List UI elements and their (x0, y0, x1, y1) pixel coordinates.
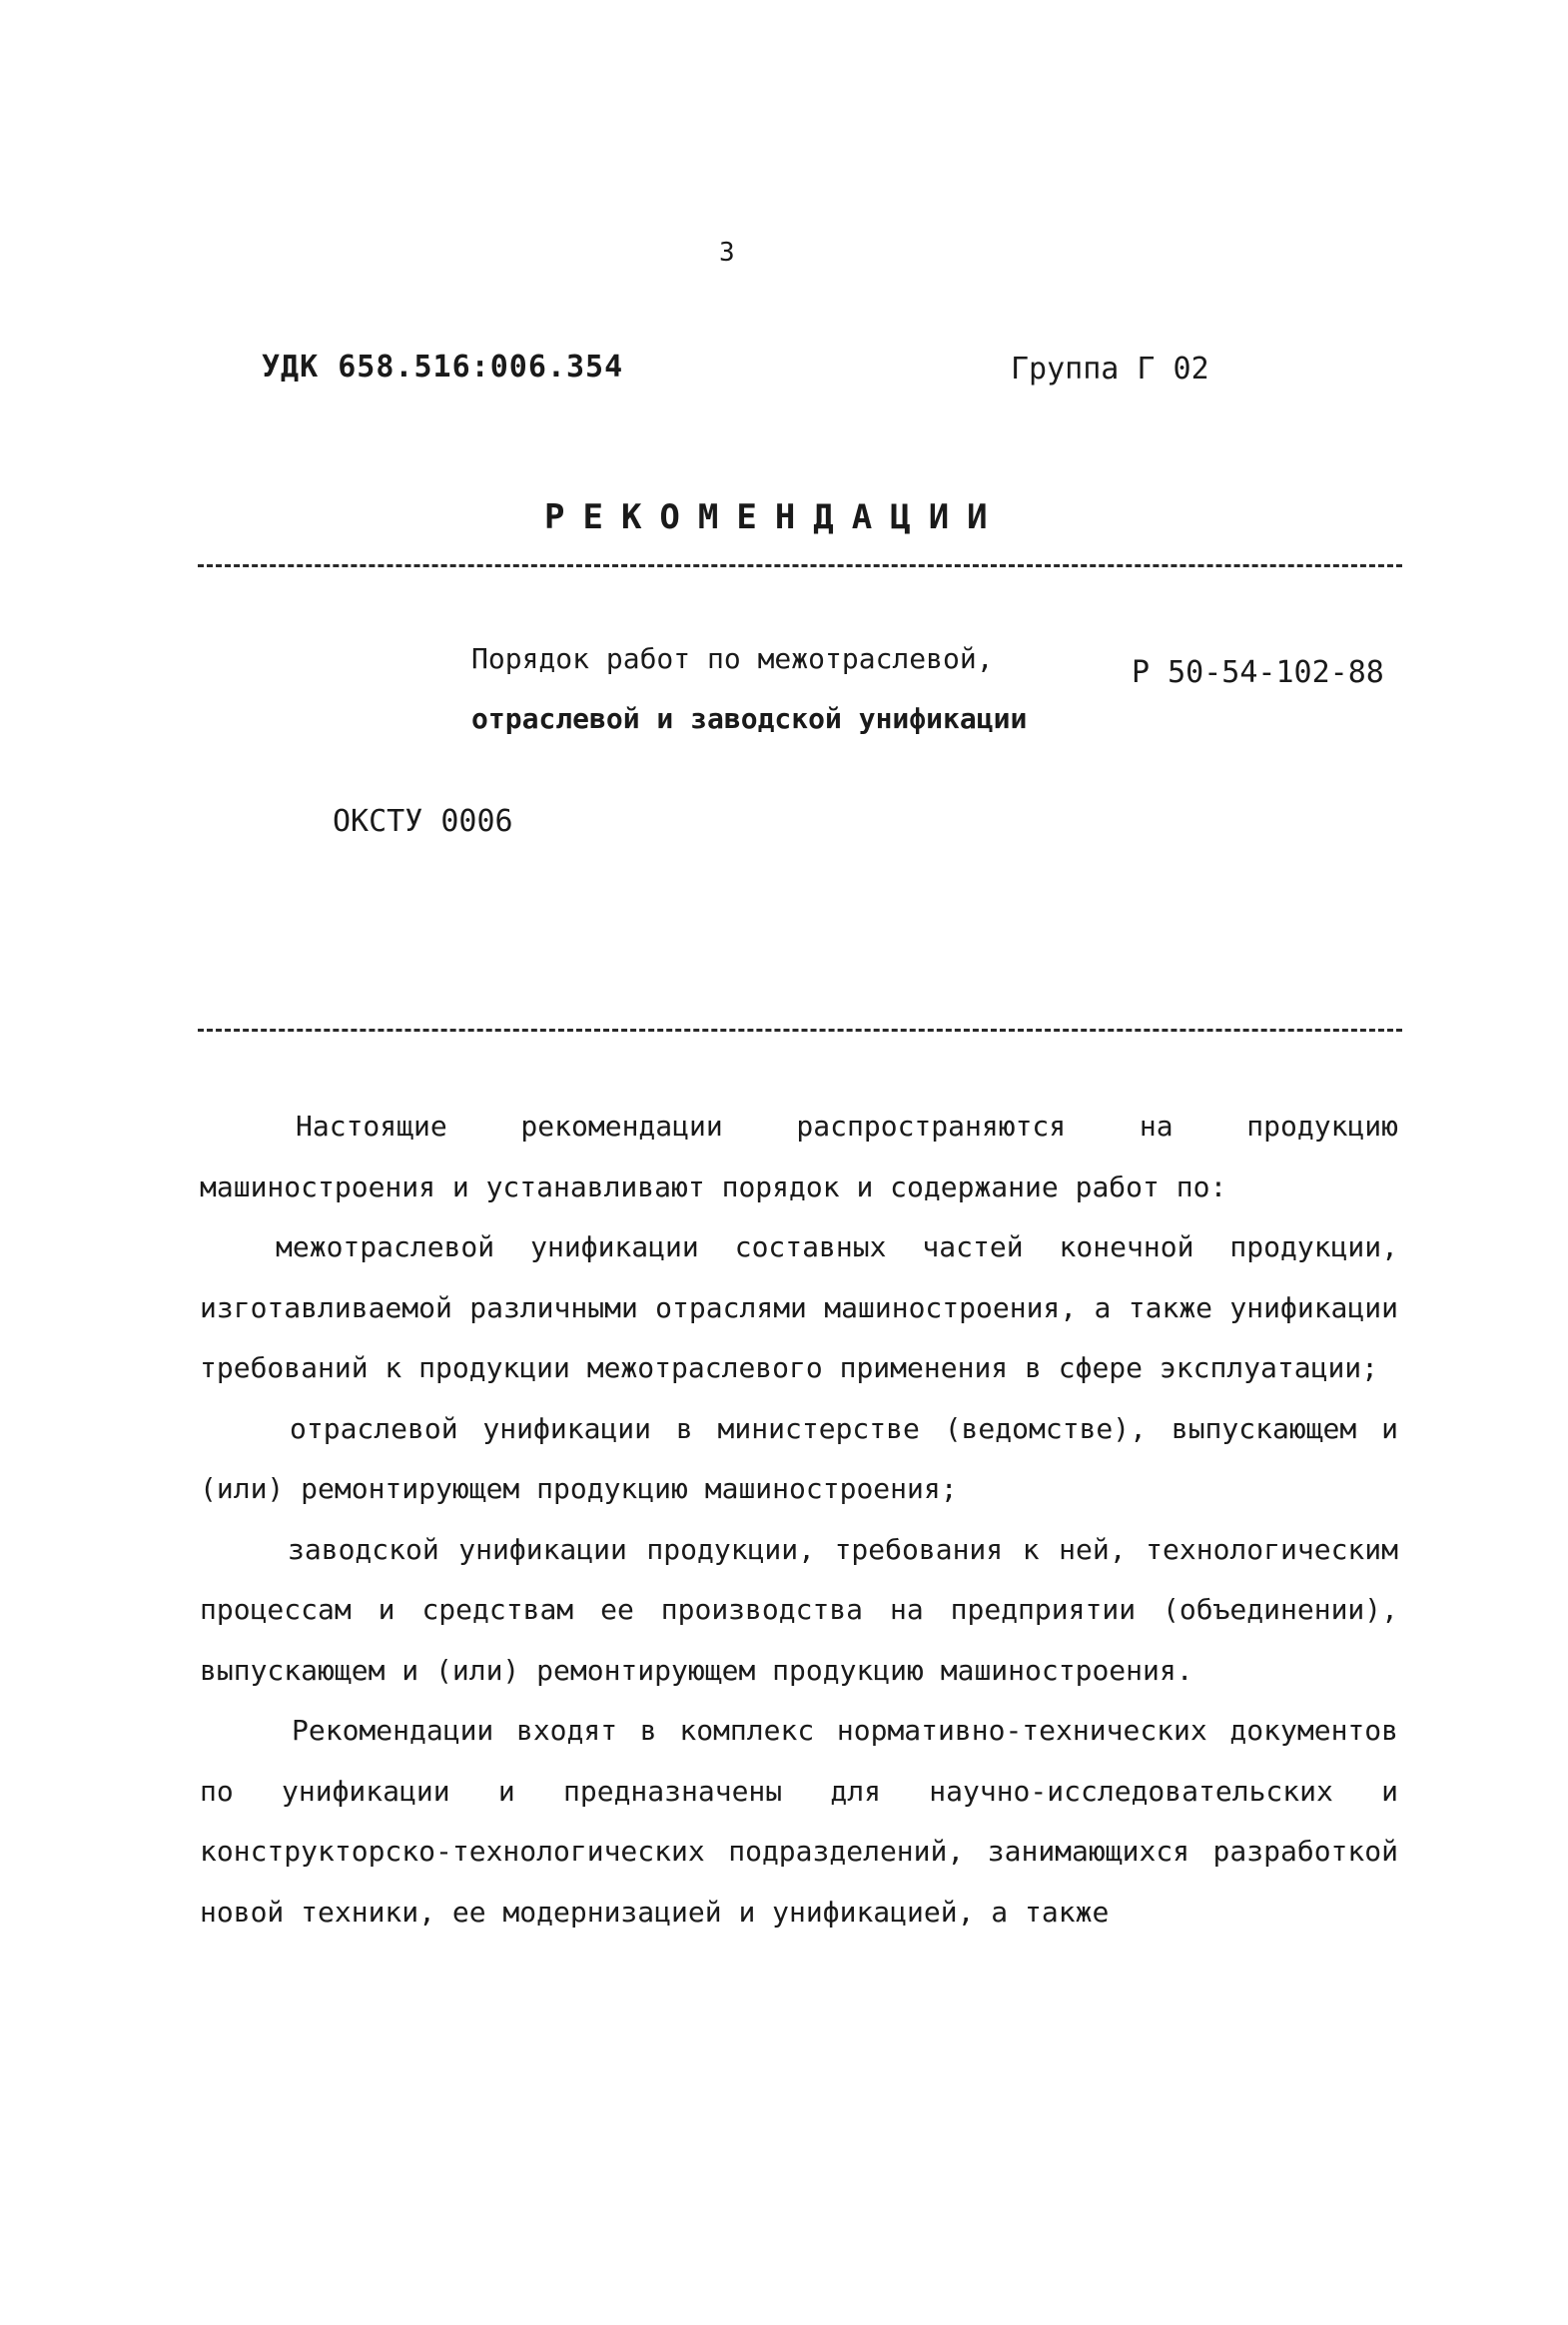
paragraph-intro: Настоящие рекомендации распространяются на продукцию машиностроения и устанавливают порядок и содержание работ по: (200, 1110, 1398, 1203)
document-code: Р 50-54-102-88 (1132, 655, 1384, 690)
document-title (471, 629, 1027, 749)
udk-code: УДК 658.516:006.354 (262, 350, 624, 385)
document-type-heading: РЕКОМЕНДАЦИИ (544, 497, 1006, 537)
paragraph-interindustry: межотраслевой унификации составных частей конечной продукции, изготавливаемой различными отраслями машиностроения, а также унификации требований к продукции межотраслевого применения в сфере эксплуатации; (200, 1230, 1398, 1384)
paragraph-factory: заводской унификации продукции, требования к ней, технологическим процессам и средствам ее производства на предприятии (объединении), выпускающем и (или) ремонтирующем продукцию машиностроения. (200, 1532, 1398, 1687)
title-line-1: Порядок работ по межотраслевой, (471, 642, 994, 675)
page-number: 3 (719, 238, 735, 268)
body-text (200, 1097, 1398, 1942)
oksty-code: ОКСТУ 0006 (333, 804, 513, 839)
group-code: Группа Г 02 (1011, 352, 1209, 387)
top-divider (198, 564, 1402, 567)
title-line-2: отраслевой и заводской унификации (471, 702, 1028, 735)
paragraph-scope: Рекомендации входят в комплекс нормативно-технических документов по унификации и предназначены для научно-исследовательских и конструкторско-технологических подразделений, занимающихся разработкой новой техники, ее модернизацией и унификацией, а также (200, 1714, 1398, 1929)
bottom-divider (198, 1029, 1402, 1032)
paragraph-industry: отраслевой унификации в министерстве (ведомстве), выпускающем и (или) ремонтирующем продукцию машиностроения; (200, 1411, 1398, 1505)
